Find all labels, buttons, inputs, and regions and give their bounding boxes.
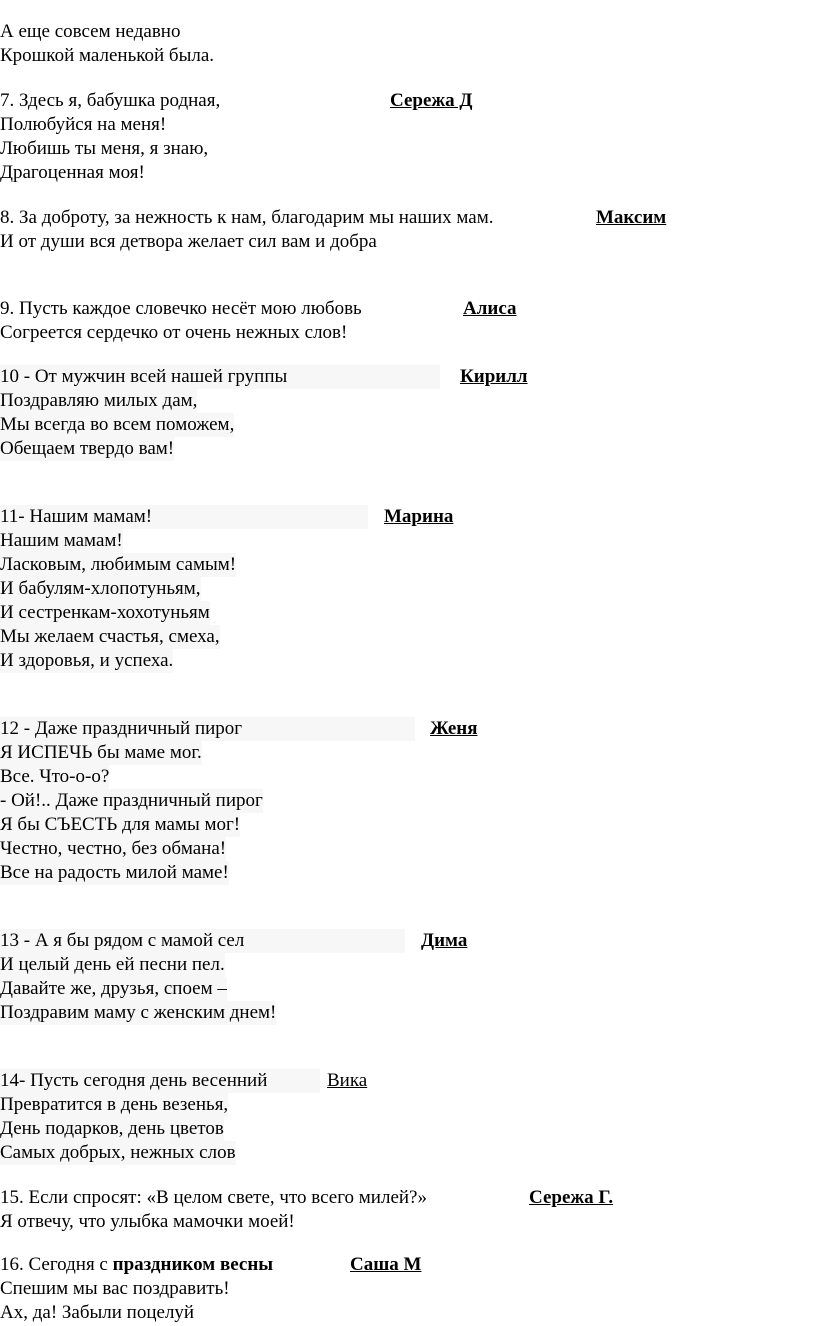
speaker-name: Марина bbox=[384, 506, 454, 527]
text-line: И бабулям-хлопотуньям, bbox=[0, 578, 201, 599]
verse-11-first-line: 11- Нашим мамам! bbox=[0, 505, 368, 529]
text-line: Обещаем твердо вам! bbox=[0, 438, 175, 459]
speaker-name: Дима bbox=[421, 930, 468, 951]
speaker-name: Женя bbox=[430, 718, 478, 739]
verse-12-first-line: 12 - Даже праздничный пирог bbox=[0, 717, 415, 741]
speaker-name: Сережа Д bbox=[390, 90, 473, 111]
speaker-name: Максим bbox=[596, 207, 667, 228]
text-line: Поздравляю милых дам, bbox=[0, 390, 198, 411]
text-line: Полюбуйся на меня! bbox=[0, 114, 167, 135]
text-line: Согреется сердечко от очень нежных слов! bbox=[0, 322, 348, 343]
speaker-name: Сережа Г. bbox=[529, 1187, 614, 1208]
text-line: - Ой!.. Даже праздничный пирог bbox=[0, 790, 263, 811]
verse-10-first-line: 10 - От мужчин всей нашей группы bbox=[0, 365, 440, 389]
verse-8-first-line: 8. За доброту, за нежность к нам, благодарим мы наших мам. bbox=[0, 207, 494, 228]
text-line: Превратится в день везенья, bbox=[0, 1094, 229, 1115]
text-line: Все. Что-о-о? bbox=[0, 766, 110, 787]
verse-7-first-line: 7. Здесь я, бабушка родная, bbox=[0, 90, 221, 111]
text-line: Нашим мамам! bbox=[0, 530, 123, 551]
text-line: И сестренкам-хохотуньям bbox=[0, 602, 210, 623]
verse-15-first-line: 15. Если спросят: «В целом свете, что всего милей?» bbox=[0, 1187, 427, 1208]
text-line: Самых добрых, нежных слов bbox=[0, 1142, 236, 1163]
text-line: А еще совсем недавно bbox=[0, 21, 181, 42]
text-line: Ласковым, любимым самым! bbox=[0, 554, 237, 575]
text-line: И от души вся детвора желает сил вам и добра bbox=[0, 231, 377, 252]
verse-16-lead: 16. Сегодня с bbox=[0, 1254, 113, 1275]
verse-16-first-line bbox=[0, 1253, 273, 1277]
text-line: Любишь ты меня, я знаю, bbox=[0, 138, 209, 159]
text-line: Мы желаем счастья, смеха, bbox=[0, 626, 220, 647]
text-line: Поздравим маму с женским днем! bbox=[0, 1002, 277, 1023]
text-line: Мы всегда во всем поможем, bbox=[0, 414, 235, 435]
text-line: Давайте же, друзья, споем – bbox=[0, 978, 227, 999]
text-line: Ах, да! Забыли поцелуй bbox=[0, 1302, 195, 1323]
text-line: Спешим мы вас поздравить! bbox=[0, 1278, 230, 1299]
text-line: Драгоценная моя! bbox=[0, 162, 145, 183]
text-line: Все на радость милой маме! bbox=[0, 862, 229, 883]
text-line: День подарков, день цветов bbox=[0, 1118, 224, 1139]
verse-14-first-line: 14- Пусть сегодня день весенний bbox=[0, 1069, 320, 1093]
text-line: Я ИСПЕЧЬ бы маме мог. bbox=[0, 742, 202, 763]
text-line: И целый день ей песни пел. bbox=[0, 954, 225, 975]
verse-16-bold: праздником весны bbox=[112, 1254, 274, 1275]
text-line: И здоровья, и успеха. bbox=[0, 650, 174, 671]
verse-9-first-line: 9. Пусть каждое словечко несёт мою любовь bbox=[0, 298, 362, 319]
speaker-name: Вика bbox=[327, 1070, 368, 1091]
text-line: Я отвечу, что улыбка мамочки моей! bbox=[0, 1211, 295, 1232]
text-line: Крошкой маленькой была. bbox=[0, 45, 215, 66]
text-line: Я бы СЪЕСТЬ для мамы мог! bbox=[0, 814, 241, 835]
text-line: Честно, честно, без обмана! bbox=[0, 838, 227, 859]
speaker-name: Кирилл bbox=[460, 366, 528, 387]
speaker-name: Саша М bbox=[350, 1254, 422, 1275]
verse-13-first-line: 13 - А я бы рядом с мамой сел bbox=[0, 929, 405, 953]
speaker-name: Алиса bbox=[463, 298, 517, 319]
